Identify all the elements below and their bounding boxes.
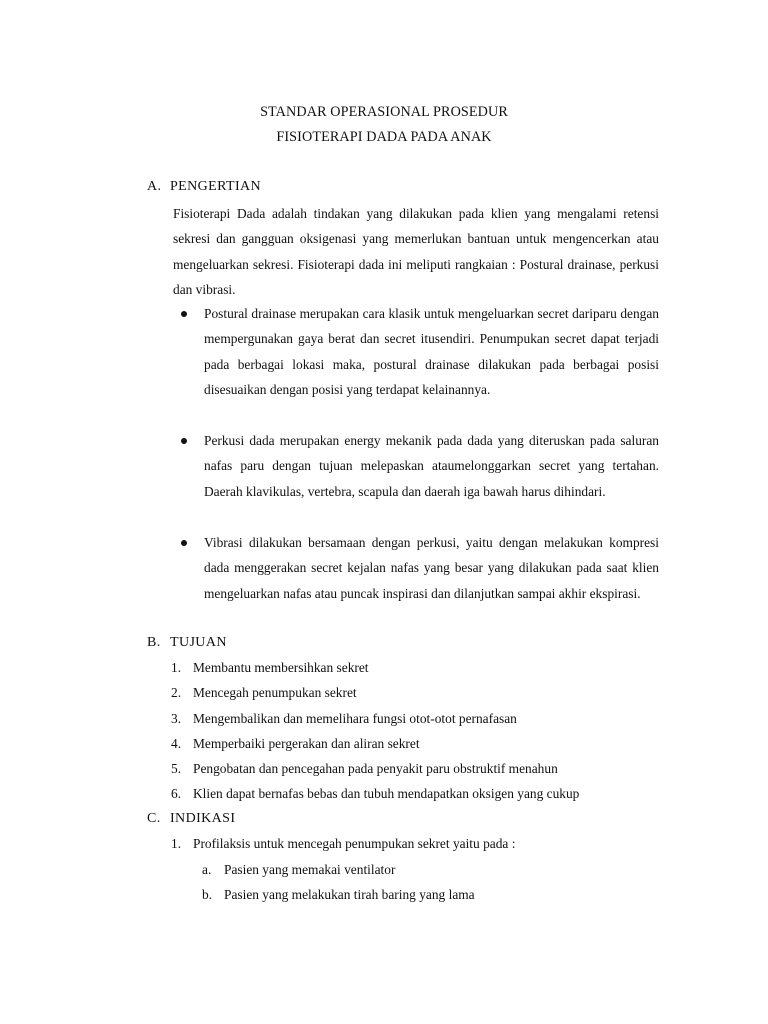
section-b-title: TUJUAN (170, 635, 227, 650)
section-c-letter: C. (147, 811, 161, 826)
bullet-icon (181, 311, 187, 317)
section-a-letter: A. (147, 179, 162, 194)
section-a-bullet-3: Vibrasi dilakukan bersamaan dengan perkusi, yaitu dengan melakukan kompresi dada menggerakan secret kejalan nafas yang besar yang dilakukan pada saat klien mengeluarkan nafas atau puncak inspirasi dan dilanjutkan sampai akhir ekspirasi. (204, 535, 659, 601)
list-item: 3. Mengembalikan dan memelihara fungsi otot-otot pernafasan (171, 711, 517, 726)
bullet-icon (181, 540, 187, 546)
section-c-title: INDIKASI (170, 811, 236, 826)
section-a-heading (147, 179, 261, 195)
list-item: 5. Pengobatan dan pencegahan pada penyakit paru obstruktif menahun (171, 761, 558, 776)
list-item: 2. Mencegah penumpukan sekret (171, 685, 357, 700)
list-item: 4. Memperbaiki pergerakan dan aliran sekret (171, 736, 420, 751)
document-title-line-2: FISIOTERAPI DADA PADA ANAK (276, 129, 492, 145)
section-a-bullet-2: Perkusi dada merupakan energy mekanik pada dada yang diteruskan pada saluran nafas paru dengan tujuan melepaskan ataumelonggarkan secret yang tertahan. Daerah klavikulas, vertebra, scapula dan daerah iga bawah harus dihindari. (204, 433, 659, 499)
list-item: 1. Membantu membersihkan sekret (171, 660, 369, 675)
document-title-line-1: STANDAR OPERASIONAL PROSEDUR (260, 104, 508, 120)
sub-list-item: a. Pasien yang memakai ventilator (202, 862, 396, 877)
section-a-paragraph: Fisioterapi Dada adalah tindakan yang dilakukan pada klien yang mengalami retensi sekresi dan gangguan oksigenasi yang memerlukan bantuan untuk mengencerkan atau mengeluarkan sekresi. Fisioterapi dada ini meliputi rangkaian : Postural drainase, perkusi dan vibrasi. (173, 206, 659, 298)
section-a-title: PENGERTIAN (170, 179, 262, 194)
section-b-letter: B. (147, 635, 161, 650)
list-item: 1. Profilaksis untuk mencegah penumpukan sekret yaitu pada : (171, 836, 516, 851)
list-item: 6. Klien dapat bernafas bebas dan tubuh mendapatkan oksigen yang cukup (171, 786, 580, 801)
section-a-bullet-1: Postural drainase merupakan cara klasik untuk mengeluarkan secret dariparu dengan mempergunakan gaya berat dan secret itusendiri. Penumpukan secret dapat terjadi pada berbagai lokasi maka, postural drainase dilakukan pada berbagai posisi disesuaikan dengan posisi yang terdapat kelainannya. (204, 306, 659, 398)
sub-list-item: b. Pasien yang melakukan tirah baring yang lama (202, 887, 475, 902)
section-c-heading (147, 811, 235, 827)
section-b-heading (147, 635, 227, 651)
bullet-icon (181, 438, 187, 444)
